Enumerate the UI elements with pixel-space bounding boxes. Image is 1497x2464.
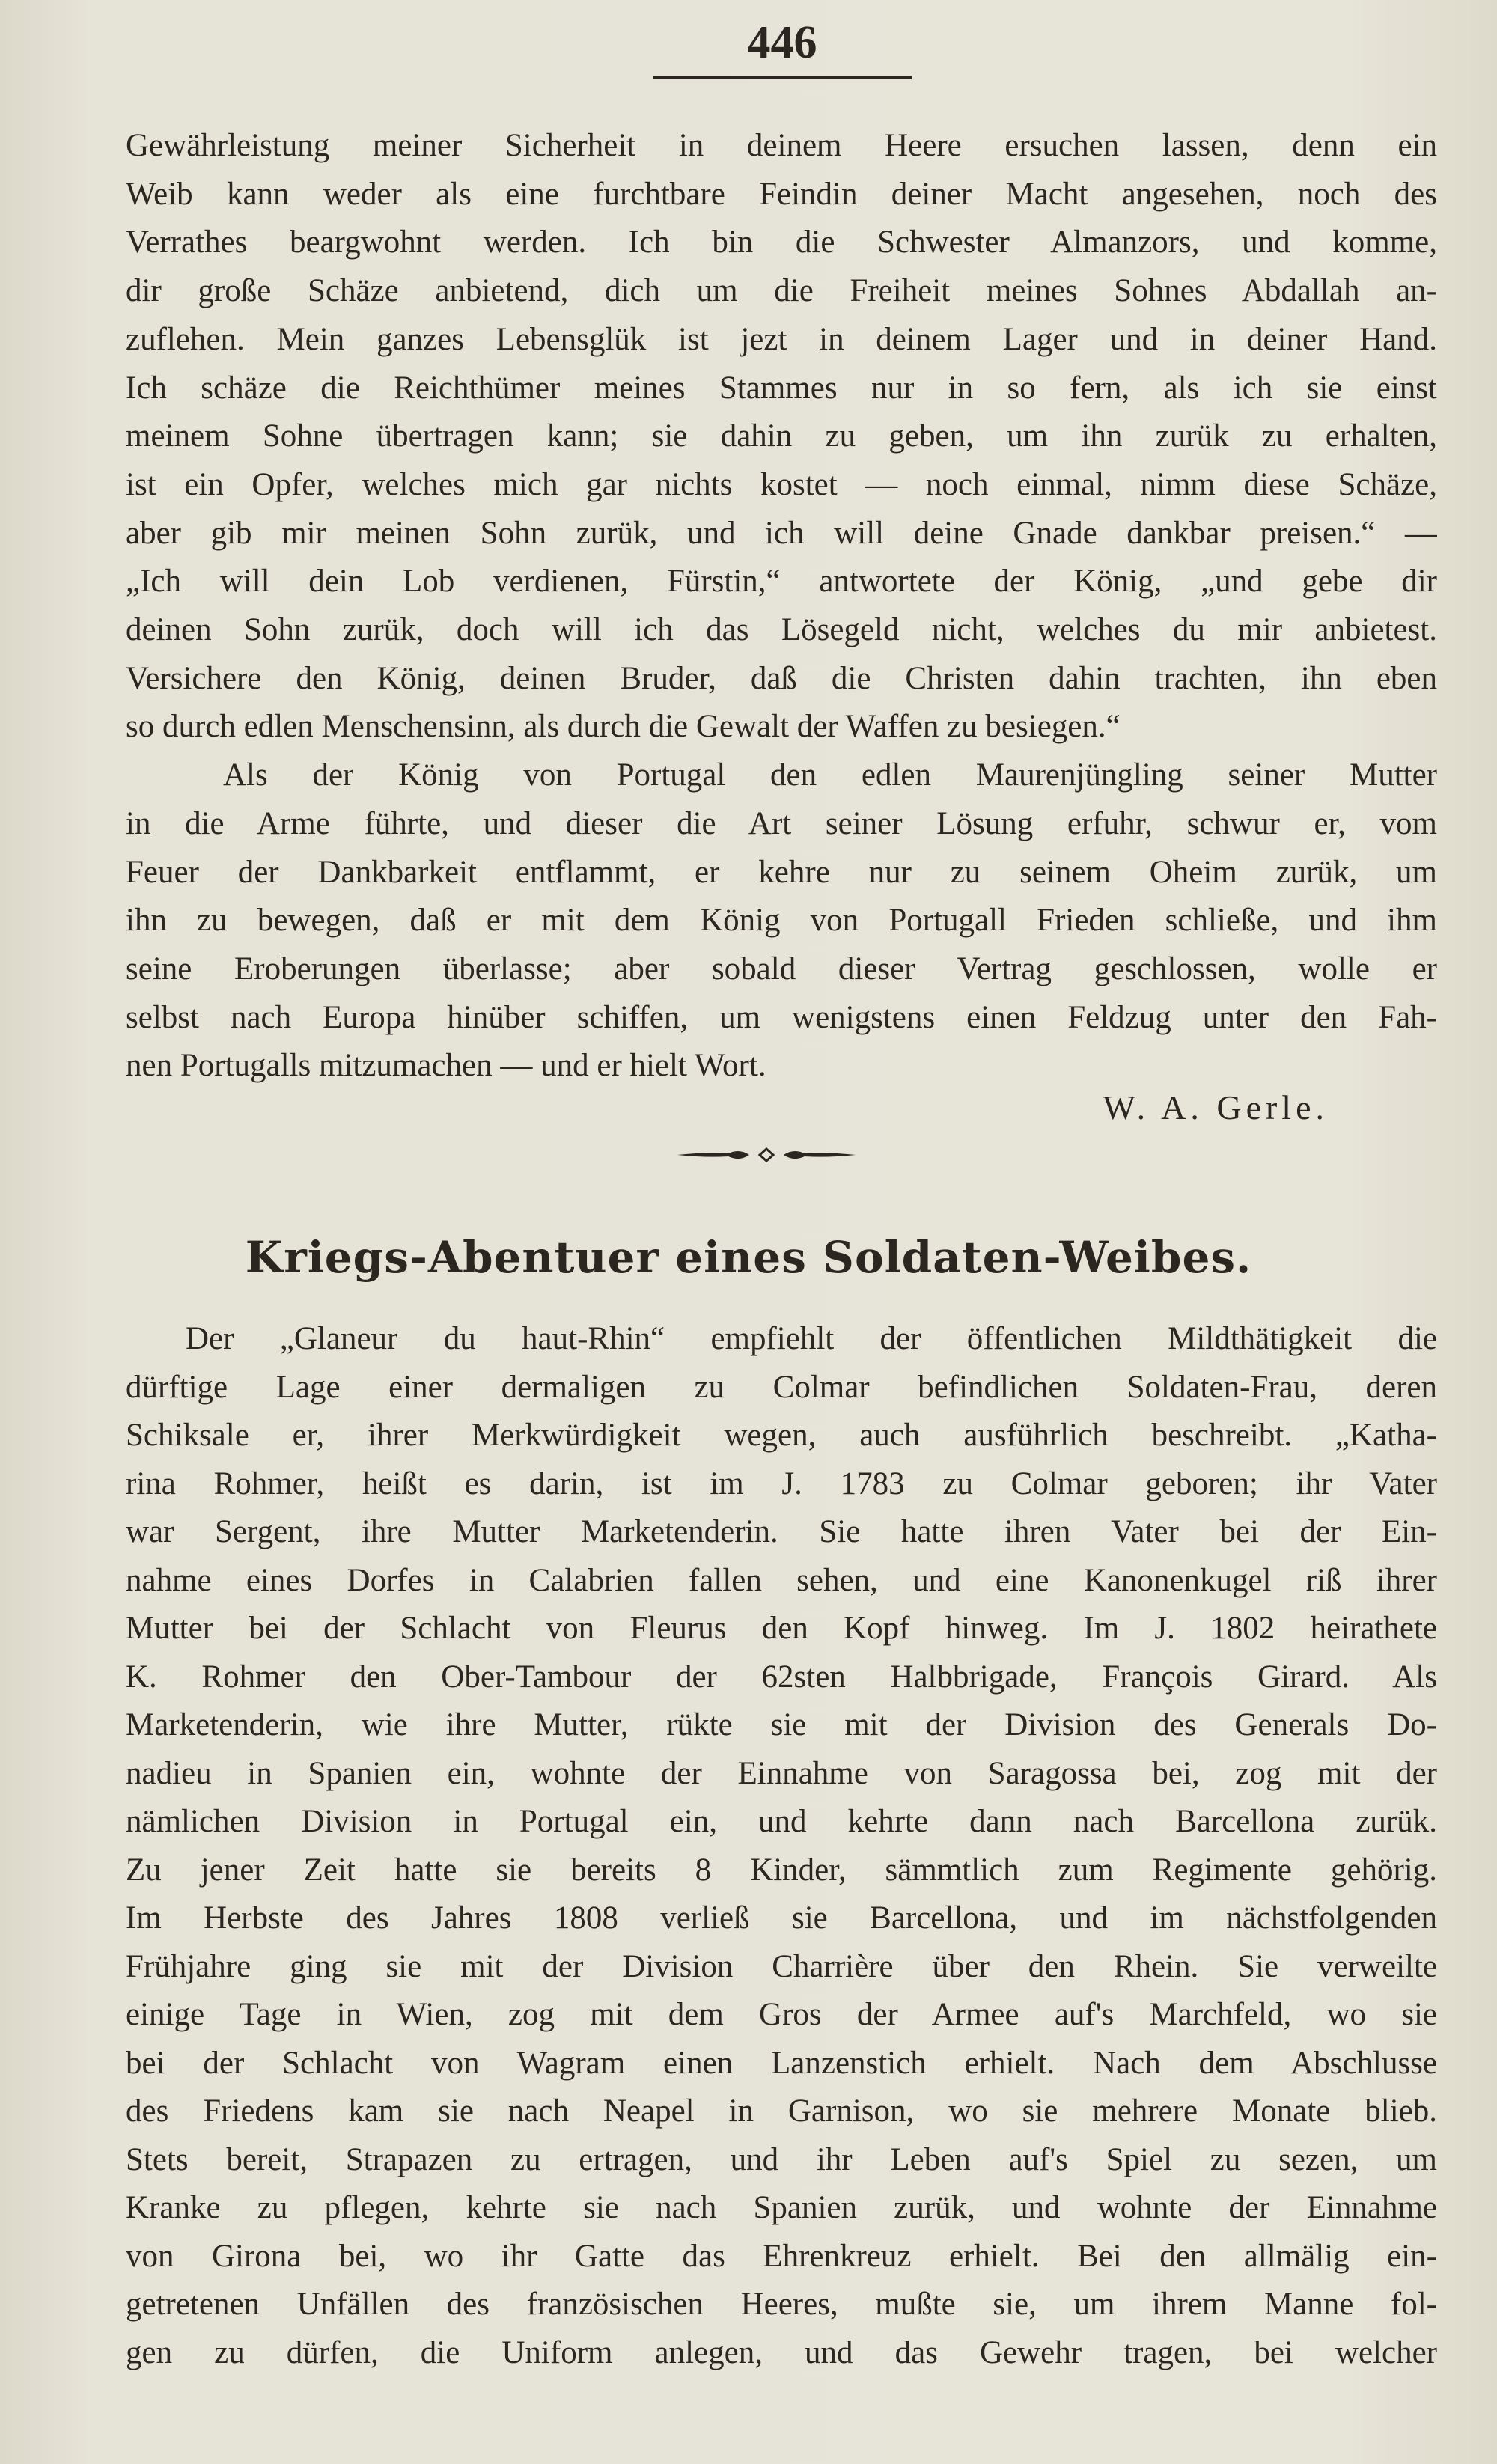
text-line: K. Rohmer den Ober-Tambour der 62sten Halbbrigade, François Girard. Als xyxy=(126,1659,1437,1695)
text-line: Versichere den König, deinen Bruder, daß die Christen dahin trachten, ihn eben xyxy=(126,660,1437,696)
text-line: ihn zu bewegen, daß er mit dem König von Portugall Frieden schließe, und ihm xyxy=(126,903,1437,939)
text-line: einige Tage in Wien, zog mit dem Gros der Armee auf's Marchfeld, wo sie xyxy=(126,1997,1437,2032)
text-line: getretenen Unfällen des französischen Heeres, mußte sie, um ihrem Manne fol- xyxy=(126,2287,1437,2322)
article-title: Kriegs-Abentuer eines Soldaten-Weibes. xyxy=(245,1232,1252,1283)
text-line: seine Eroberungen überlasse; aber sobald dieser Vertrag geschlossen, wolle er xyxy=(126,951,1437,986)
text-line: ist ein Opfer, welches mich gar nichts kostet — noch einmal, nimm diese Schäze, xyxy=(126,466,1437,502)
ornament-divider xyxy=(676,1145,857,1165)
text-line: Ich schäze die Reichthümer meines Stammes nur in so fern, als ich sie einst xyxy=(126,370,1437,406)
text-line: meinem Sohne übertragen kann; sie dahin zu geben, um ihn zurük zu erhalten, xyxy=(126,418,1437,454)
text-line: gen zu dürfen, die Uniform anlegen, und das Gewehr tragen, bei welcher xyxy=(126,2335,1437,2370)
text-line: Der „Glaneur du haut-Rhin“ empfiehlt der öffentlichen Mildthätigkeit die xyxy=(186,1321,1437,1356)
text-line: zuflehen. Mein ganzes Lebensglük ist jezt in deinem Lager und in deiner Hand. xyxy=(126,321,1437,357)
text-line: Schiksale er, ihrer Merkwürdigkeit wegen, auch ausführlich beschreibt. „Katha- xyxy=(126,1418,1437,1453)
text-line: Zu jener Zeit hatte sie bereits 8 Kinder, sämmtlich zum Regimente gehörig. xyxy=(126,1852,1437,1888)
text-line: Gewährleistung meiner Sicherheit in deinem Heere ersuchen lassen, denn ein xyxy=(126,128,1437,163)
text-line: nahme eines Dorfes in Calabrien fallen sehen, und eine Kanonenkugel riß ihrer xyxy=(126,1562,1437,1598)
text-line: war Sergent, ihre Mutter Marketenderin. Sie hatte ihren Vater bei der Ein- xyxy=(126,1514,1437,1549)
text-line: nadieu in Spanien ein, wohnte der Einnahme von Saragossa bei, zog mit der xyxy=(126,1755,1437,1791)
text-line: bei der Schlacht von Wagram einen Lanzenstich erhielt. Nach dem Abschlusse xyxy=(126,2045,1437,2081)
text-line: nen Portugalls mitzumachen — und er hielt Wort. xyxy=(126,1048,766,1084)
text-line: Als der König von Portugal den edlen Maurenjüngling seiner Mutter xyxy=(223,757,1437,793)
header-rule xyxy=(653,76,912,79)
text-line: von Girona bei, wo ihr Gatte das Ehrenkreuz erhielt. Bei den allmälig ein- xyxy=(126,2238,1437,2274)
text-line: dir große Schäze anbietend, dich um die Freiheit meines Sohnes Abdallah an- xyxy=(126,273,1437,309)
text-line: aber gib mir meinen Sohn zurük, und ich will deine Gnade dankbar preisen.“ — xyxy=(126,515,1437,551)
text-line: selbst nach Europa hinüber schiffen, um wenigstens einen Feldzug unter den Fah- xyxy=(126,999,1437,1035)
text-line: Kranke zu pflegen, kehrte sie nach Spanien zurük, und wohnte der Einnahme xyxy=(126,2190,1437,2225)
text-line: „Ich will dein Lob verdienen, Fürstin,“ antwortete der König, „und gebe dir xyxy=(126,564,1437,600)
text-line: so durch edlen Menschensinn, als durch die Gewalt der Waffen zu besiegen.“ xyxy=(126,709,1121,745)
text-line: Im Herbste des Jahres 1808 verließ sie Barcellona, und im nächstfolgenden xyxy=(126,1900,1437,1936)
text-line: deinen Sohn zurük, doch will ich das Lösegeld nicht, welches du mir anbietest. xyxy=(126,612,1437,647)
text-line: des Friedens kam sie nach Neapel in Garnison, wo sie mehrere Monate blieb. xyxy=(126,2094,1437,2129)
text-line: nämlichen Division in Portugal ein, und kehrte dann nach Barcellona zurük. xyxy=(126,1804,1437,1839)
text-line: Stets bereit, Strapazen zu ertragen, und ihr Leben auf's Spiel zu sezen, um xyxy=(126,2141,1437,2177)
text-line: Frühjahre ging sie mit der Division Charrière über den Rhein. Sie verweilte xyxy=(126,1948,1437,1984)
text-line: dürftige Lage einer dermaligen zu Colmar befindlichen Soldaten-Frau, deren xyxy=(126,1369,1437,1405)
text-line: Mutter bei der Schlacht von Fleurus den Kopf hinweg. Im J. 1802 heirathete xyxy=(126,1611,1437,1646)
page-number: 446 xyxy=(747,17,817,68)
text-line: Feuer der Dankbarkeit entflammt, er kehre nur zu seinem Oheim zurük, um xyxy=(126,854,1437,890)
text-line: rina Rohmer, heißt es darin, ist im J. 1783 zu Colmar geboren; ihr Vater xyxy=(126,1466,1437,1501)
author-signature: W. A. Gerle. xyxy=(1103,1088,1329,1126)
text-line: Marketenderin, wie ihre Mutter, rükte sie mit der Division des Generals Do- xyxy=(126,1707,1437,1742)
text-line: in die Arme führte, und dieser die Art seiner Lösung erfuhr, schwur er, vom xyxy=(126,805,1437,841)
text-line: Verrathes beargwohnt werden. Ich bin die Schwester Almanzors, und komme, xyxy=(126,225,1437,260)
text-line: Weib kann weder als eine furchtbare Feindin deiner Macht angesehen, noch des xyxy=(126,176,1437,212)
